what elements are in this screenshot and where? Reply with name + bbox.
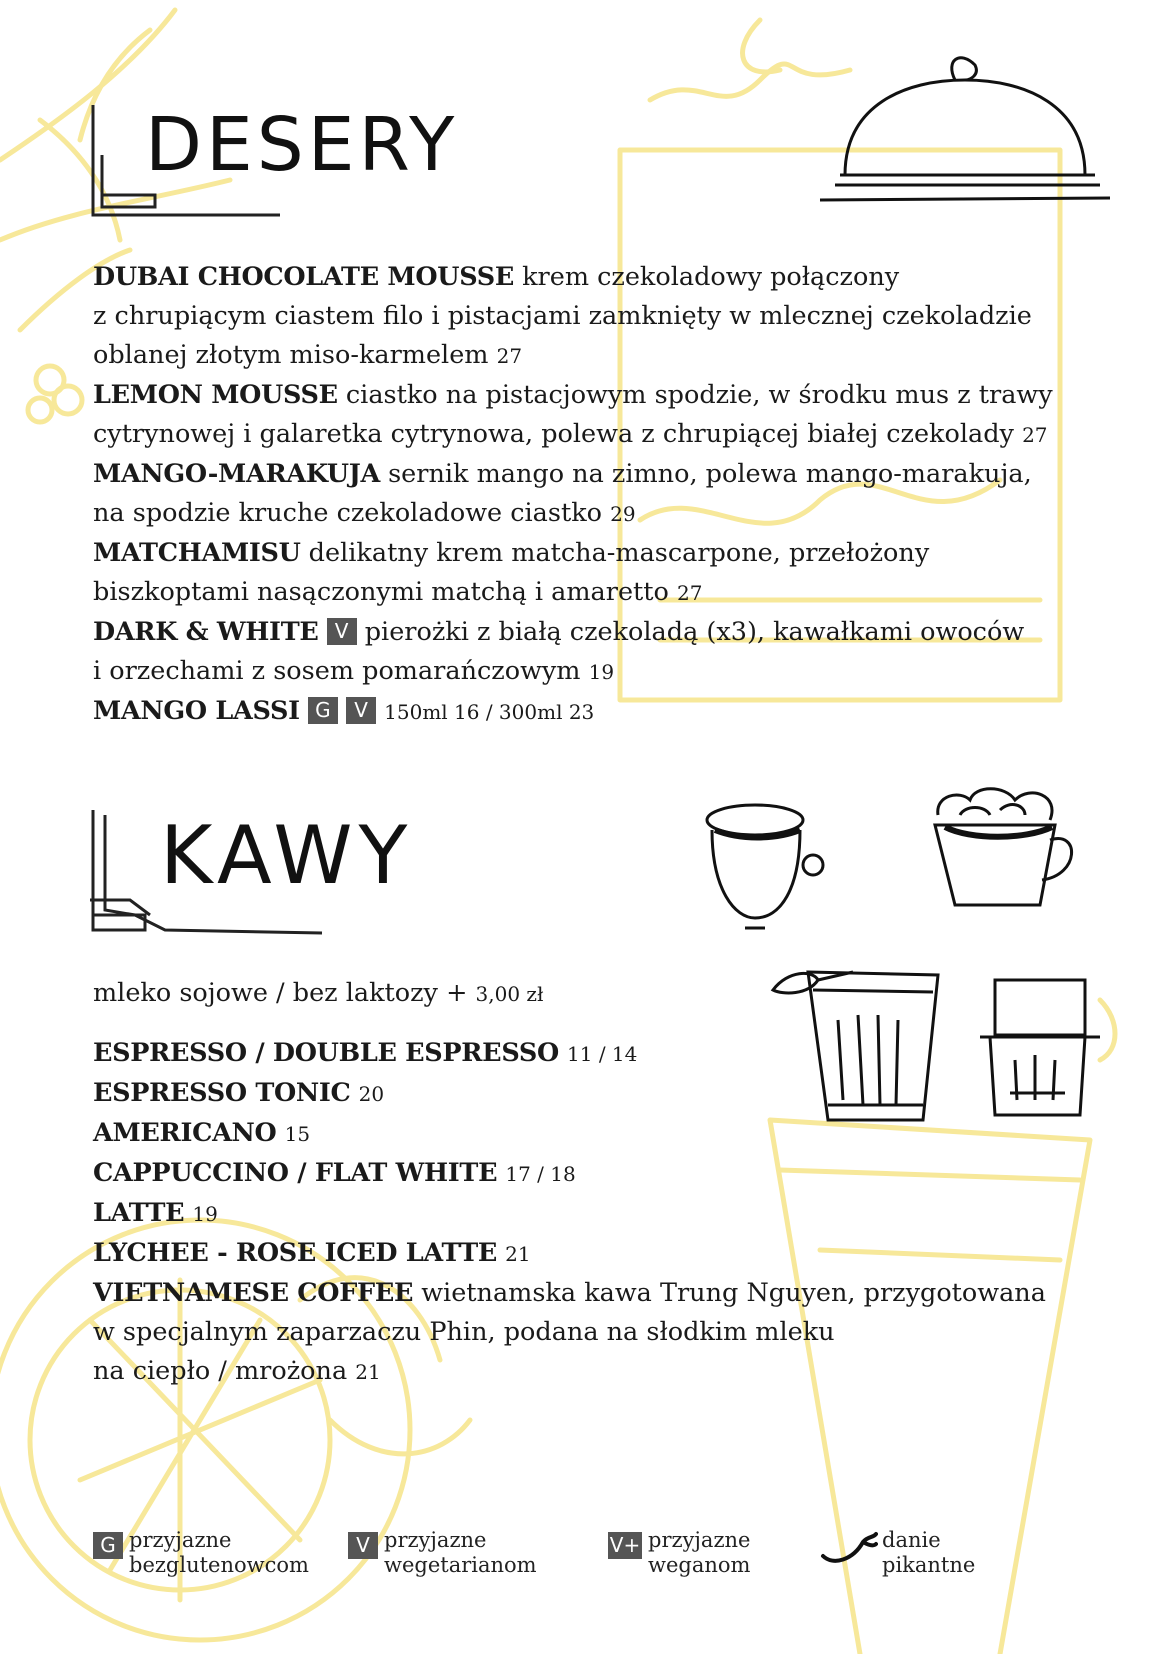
legend-spicy bbox=[818, 1528, 975, 1578]
item-name: ESPRESSO / DOUBLE ESPRESSO bbox=[93, 1038, 559, 1068]
item-name: CAPPUCCINO / FLAT WHITE bbox=[93, 1158, 498, 1188]
legend-vegetarian bbox=[348, 1528, 537, 1578]
item-desc: oblanej złotym miso-karmelem bbox=[93, 340, 489, 370]
vegan-badge-icon: V+ bbox=[609, 1533, 641, 1557]
list-item bbox=[93, 1154, 1053, 1194]
note-text: mleko sojowe / bez laktozy + bbox=[93, 978, 476, 1008]
item-price: 21 bbox=[505, 1242, 531, 1266]
item-desc: delikatny krem matcha-mascarpone, przełożony bbox=[300, 538, 930, 568]
item-desc: biszkoptami nasączonymi matchą i amaretto bbox=[93, 577, 669, 607]
legend-text: pikantne bbox=[882, 1553, 976, 1577]
item-desc: sernik mango na zimno, polewa mango-marakuja, bbox=[379, 459, 1032, 489]
list-item bbox=[93, 1034, 1053, 1074]
item-name: MANGO LASSI bbox=[93, 696, 300, 726]
list-item bbox=[93, 692, 1053, 732]
legend-gluten-free bbox=[93, 1528, 309, 1578]
list-item bbox=[93, 1194, 1053, 1234]
milk-note bbox=[93, 978, 543, 1008]
list-item-cont bbox=[93, 652, 1053, 692]
item-desc: na spodzie kruche czekoladowe ciastko bbox=[93, 498, 603, 528]
item-desc: wietnamska kawa Trung Nguyen, przygotowana bbox=[413, 1278, 1046, 1308]
legend-vegan bbox=[608, 1528, 750, 1578]
note-price: 3,00 zł bbox=[475, 982, 544, 1006]
vegetarian-badge-icon: V bbox=[346, 697, 376, 724]
item-name: MANGO-MARAKUJA bbox=[93, 459, 380, 489]
list-item bbox=[93, 258, 1053, 297]
legend-text: bezglutenowcom bbox=[129, 1553, 309, 1577]
item-price: 20 bbox=[358, 1082, 385, 1106]
item-price: 15 bbox=[284, 1122, 311, 1146]
gluten-free-badge-icon: G bbox=[93, 1532, 123, 1559]
item-name: LYCHEE - ROSE ICED LATTE bbox=[93, 1238, 498, 1268]
vegetarian-badge-icon: V bbox=[348, 1532, 378, 1559]
kawy-title: KAWY bbox=[160, 809, 414, 902]
item-name: LEMON MOUSSE bbox=[93, 380, 338, 410]
list-item-cont bbox=[93, 336, 1053, 376]
item-desc: ciastko na pistacjowym spodzie, w środku mus z trawy bbox=[337, 380, 1053, 410]
item-desc: na ciepło / mrożona bbox=[93, 1356, 348, 1386]
item-desc: i orzechami z sosem pomarańczowym bbox=[93, 656, 589, 686]
item-name: DARK & WHITE bbox=[93, 617, 319, 647]
list-item bbox=[93, 455, 1053, 494]
item-price: 27 bbox=[1022, 423, 1048, 447]
legend-text: przyjazne bbox=[648, 1528, 751, 1552]
cappuccino-cup-icon bbox=[930, 785, 1080, 915]
chili-icon bbox=[818, 1528, 878, 1568]
legend-text: wegetarianom bbox=[384, 1553, 537, 1577]
item-name: AMERICANO bbox=[93, 1118, 277, 1148]
item-name: VIETNAMESE COFFEE bbox=[93, 1278, 414, 1308]
desery-list bbox=[93, 258, 1053, 732]
kawy-list bbox=[93, 1034, 1053, 1392]
list-item-cont bbox=[93, 494, 1053, 534]
legend-text: danie bbox=[882, 1528, 941, 1552]
item-price: 27 bbox=[677, 581, 703, 605]
item-price: 17 / 18 bbox=[505, 1162, 576, 1186]
espresso-cup-icon bbox=[700, 800, 830, 935]
list-item-cont bbox=[93, 1352, 1053, 1392]
kawy-title-frame bbox=[90, 805, 530, 940]
list-item bbox=[93, 1234, 1053, 1274]
legend-text: przyjazne bbox=[129, 1528, 232, 1552]
item-desc: krem czekoladowy połączony bbox=[514, 262, 900, 292]
item-desc: cytrynowej i galaretka cytrynowa, polewa z chrupiącej białej czekolady bbox=[93, 419, 1014, 449]
item-price: 21 bbox=[355, 1360, 381, 1384]
item-price: 27 bbox=[496, 344, 523, 368]
vegetarian-badge-icon: V bbox=[327, 618, 357, 645]
legend-text: przyjazne bbox=[384, 1528, 487, 1552]
list-item bbox=[93, 1114, 1053, 1154]
list-item bbox=[93, 376, 1053, 415]
item-name: ESPRESSO TONIC bbox=[93, 1078, 351, 1108]
list-item bbox=[93, 1074, 1053, 1114]
desery-title: DESERY bbox=[145, 102, 459, 188]
item-price: 29 bbox=[610, 502, 636, 526]
gluten-free-badge-icon: G bbox=[308, 697, 338, 724]
legend-text: weganom bbox=[648, 1553, 751, 1577]
item-name: LATTE bbox=[93, 1198, 185, 1228]
item-price: 19 bbox=[588, 660, 615, 684]
list-item bbox=[93, 613, 1053, 652]
list-item-cont: w specjalnym zaparzaczu Phin, podana na słodkim mleku bbox=[93, 1317, 835, 1347]
item-price: 150ml 16 / 300ml 23 bbox=[384, 700, 595, 724]
list-item-cont bbox=[93, 415, 1053, 455]
item-desc: pierożki z białą czekoladą (x3), kawałkami owoców bbox=[356, 617, 1025, 647]
list-item-cont bbox=[93, 573, 1053, 613]
list-item-cont: z chrupiącym ciastem filo i pistacjami zamknięty w mlecznej czekoladzie bbox=[93, 301, 1032, 331]
list-item bbox=[93, 534, 1053, 573]
desery-title-frame bbox=[90, 95, 550, 225]
item-price: 11 / 14 bbox=[567, 1042, 638, 1066]
cloche-icon bbox=[815, 45, 1115, 215]
item-price: 19 bbox=[192, 1202, 218, 1226]
item-name: DUBAI CHOCOLATE MOUSSE bbox=[93, 262, 514, 292]
list-item bbox=[93, 1274, 1053, 1313]
item-name: MATCHAMISU bbox=[93, 538, 301, 568]
